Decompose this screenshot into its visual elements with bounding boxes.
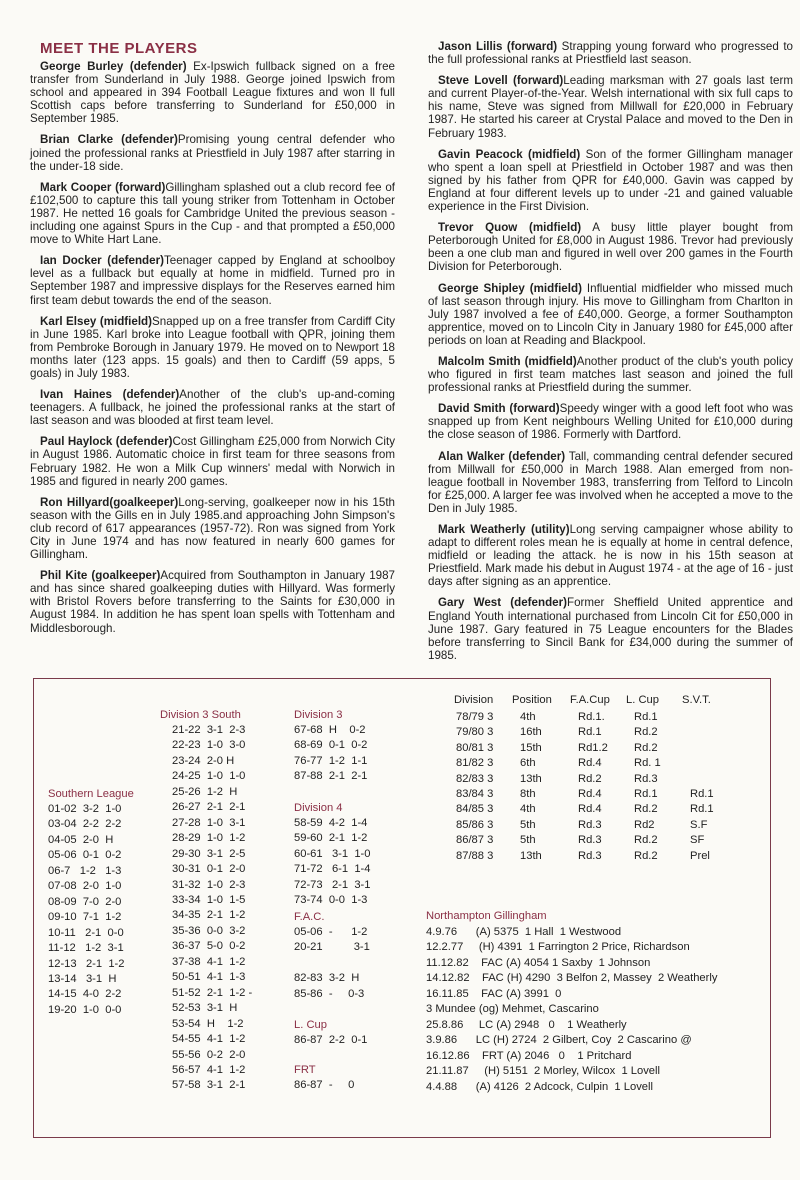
result-row: 68-69 0-1 0-2 <box>294 739 368 752</box>
division3-south-block <box>160 708 285 1094</box>
table-cell: Rd.1 <box>634 711 658 723</box>
result-row: 07-08 2-0 1-0 <box>48 880 122 893</box>
result-row: 36-37 5-0 0-2 <box>172 940 246 953</box>
player-text: Cost Gillingham £25,000 from Norwich City in August 1986. Automatic choice in first team for three seasons from February 1982. He won a Milk Cup winners' medal with Norwich in 1985 and figured in nearly 200 games. <box>30 435 396 488</box>
table-header-cell: L. Cup <box>626 694 659 706</box>
player-bio <box>30 496 395 561</box>
block-title: Northampton Gillingham <box>426 910 547 922</box>
player-bio <box>30 181 395 246</box>
block-title: Division 3 <box>294 709 343 721</box>
result-row: 03-04 2-2 2-2 <box>48 818 122 831</box>
result-row: 76-77 1-2 1-1 <box>294 754 368 767</box>
table-cell: Rd.4 <box>578 788 602 800</box>
player-text: A busy little player bought from Peterborough United for £8,000 in August 1986. Trevor had previously been a one club man and figured in well over 200 games in the Fourth Division for Peterborough. <box>428 221 793 274</box>
table-cell: 85/86 3 <box>456 818 494 831</box>
table-cell: S.F <box>690 818 708 831</box>
player-name: Trevor Quow (midfield) <box>438 221 582 235</box>
player-name: Gary West (defender) <box>438 596 567 610</box>
result-row: 08-09 7-0 2-0 <box>48 895 122 908</box>
result-row: 53-54 H 1-2 <box>172 1017 244 1030</box>
player-bio <box>30 254 395 306</box>
table-cell: 81/82 3 <box>456 757 494 770</box>
table-cell: 78/79 3 <box>456 711 494 723</box>
result-row: 04-05 2-0 H <box>48 833 114 846</box>
player-bio <box>428 355 793 394</box>
player-bio <box>428 450 793 515</box>
table-cell: 13th <box>520 849 542 862</box>
result-row: 13-14 3-1 H <box>48 972 117 985</box>
player-name: Ivan Haines (defender) <box>40 388 180 402</box>
result-row: 4.4.88 (A) 4126 2 Adcock, Culpin 1 Lovell <box>426 1080 653 1093</box>
left-bio-column <box>30 40 395 643</box>
table-cell: Rd.3 <box>634 772 658 785</box>
player-name: Paul Haylock (defender) <box>40 435 173 449</box>
result-row: 37-38 4-1 1-2 <box>172 955 246 968</box>
result-row: 16.12.86 FRT (A) 2046 0 1 Pritchard <box>426 1049 632 1062</box>
player-text: Former Sheffield United apprentice and England Youth international purchased from Lincoln Cit for £50,000 in June 1987. Gary featured in 75 League encounters for the Blades before transferring to Sincil Bank for £34,000 during the summer of 1985. <box>428 596 793 662</box>
player-name: Mark Cooper (forward) <box>40 180 166 194</box>
result-row: 25.8.86 LC (A) 2948 0 1 Weatherly <box>426 1018 627 1031</box>
table-cell: 4th <box>520 803 536 816</box>
right-bio-column <box>428 40 793 670</box>
player-text: Another of the club's up-and-coming teenagers. A fullback, he joined the professional ranks at the start of last season and was blooded at first team level. <box>30 388 395 428</box>
table-cell: 5th <box>520 818 536 831</box>
player-bio <box>30 569 395 634</box>
block-title: F.A.C. <box>294 911 325 923</box>
result-row: 56-57 4-1 1-2 <box>172 1063 246 1076</box>
page-title: MEET THE PLAYERS <box>40 40 198 57</box>
result-row: 05-06 0-1 0-2 <box>48 849 122 862</box>
table-cell: Prel <box>690 849 710 862</box>
table-cell: Rd.1 <box>578 726 602 739</box>
table-cell: 82/83 3 <box>456 772 494 785</box>
table-cell: Rd.3 <box>578 818 602 831</box>
player-name: Gavin Peacock (midfield) <box>438 147 581 161</box>
result-row: 12-13 2-1 1-2 <box>48 957 125 970</box>
table-header-cell: Division <box>454 694 494 706</box>
player-name: Steve Lovell (forward) <box>438 74 564 88</box>
result-row: 14-15 4-0 2-2 <box>48 988 122 1001</box>
player-bio <box>428 596 793 661</box>
player-bio <box>30 60 395 125</box>
result-row: 30-31 0-1 2-0 <box>172 863 246 876</box>
result-row: 85-86 - 0-3 <box>294 987 365 1000</box>
result-row <box>294 956 404 971</box>
player-bio <box>30 133 395 172</box>
table-cell: Rd.4 <box>578 803 602 816</box>
table-header-cell: F.A.Cup <box>570 694 610 706</box>
result-row: 19-20 1-0 0-0 <box>48 1003 122 1016</box>
table-cell: 83/84 3 <box>456 788 494 800</box>
result-row: 72-73 2-1 3-1 <box>294 878 371 891</box>
block-title: Southern League <box>48 788 134 800</box>
player-text: Long-serving, goalkeeper now in his 15th season with the Gills en in July 1985.and approaching John Simpson's club record of 617 appearances (1957-72). Ron was signed from York City in June 1974 and has now featured in nearly 600 games for Gillingham. <box>30 495 395 562</box>
result-row: 73-74 0-0 1-3 <box>294 894 368 907</box>
player-name: Mark Weatherly (utility) <box>438 523 570 536</box>
player-name: Phil Kite (goalkeeper) <box>40 569 161 583</box>
result-row: 06-7 1-2 1-3 <box>48 864 122 877</box>
table-cell: 5th <box>520 834 536 847</box>
player-text: Influential midfielder who missed much of last season through injury. His move to Gillingham from Charlton in July 1987 involved a fee of £40,000. George, a former Southampton apprentice, moved on to Lincoln City in January 1980 for £45,000 after periods on loan at Reading and Blackpool. <box>428 281 794 347</box>
table-cell: Rd.3 <box>578 849 602 862</box>
player-text: Teenager capped by England at schoolboy level as a fullback but equally at home in midfield. Turned pro in September 1987 and impressive displays for the Reserves earned him first team debut towards the end of the season. <box>30 254 396 307</box>
table-cell: Rd.2 <box>634 803 658 816</box>
player-text: Gillingham splashed out a club record fee of £102,500 to capture this tall young striker from Tottenham in October 1987. He netted 16 goals for Cambridge United the previous season - including one against Spurs in the Cup - and that prompted a £50,000 move to White Hart Lane. <box>30 180 395 247</box>
player-bio <box>30 435 395 487</box>
result-row: 35-36 0-0 3-2 <box>172 924 246 937</box>
table-cell: Rd.2 <box>634 849 658 862</box>
table-cell: Rd.2 <box>634 834 658 847</box>
player-name: David Smith (forward) <box>438 402 560 416</box>
player-name: Karl Elsey (midfield) <box>40 314 153 328</box>
result-row: 87-88 2-1 2-1 <box>294 770 368 783</box>
result-row: 21.11.87 (H) 5151 2 Morley, Wilcox 1 Lovell <box>426 1065 661 1078</box>
result-row: 59-60 2-1 1-2 <box>294 832 368 845</box>
table-header-cell: S.V.T. <box>682 694 711 706</box>
result-row: 60-61 3-1 1-0 <box>294 847 371 860</box>
table-cell: Rd.3 <box>578 834 602 847</box>
table-cell: 84/85 3 <box>456 803 494 816</box>
player-name: George Burley (defender) <box>40 60 187 73</box>
table-cell: 79/80 3 <box>456 726 494 739</box>
result-row: 14.12.82 FAC (H) 4290 3 Belfon 2, Massey 2 Weatherly <box>426 972 718 985</box>
result-row: 55-56 0-2 2-0 <box>172 1048 246 1061</box>
result-row: 21-22 3-1 2-3 <box>172 724 246 736</box>
result-row: 54-55 4-1 1-2 <box>172 1033 246 1046</box>
player-name: Ian Docker (defender) <box>40 254 164 268</box>
result-row: 20-21 3-1 <box>294 941 370 954</box>
result-row: 33-34 1-0 1-5 <box>172 893 246 906</box>
result-row: 09-10 7-1 1-2 <box>48 911 122 924</box>
results-stats-box <box>33 678 771 1138</box>
result-row: 11.12.82 FAC (A) 4054 1 Saxby 1 Johnson <box>426 956 651 969</box>
southern-league-block <box>48 787 168 1018</box>
result-row: 24-25 1-0 1-0 <box>172 770 246 783</box>
table-cell: 86/87 3 <box>456 834 494 847</box>
player-text: Son of the former Gillingham manager who spent a loan spell at Priestfield in October 1987 and was then signed by his father from QPR for £40,000. Gavin was capped by England at four different levels up to under -21 and gained valuable experience in the First Division. <box>428 147 793 214</box>
result-row: 34-35 2-1 1-2 <box>172 909 246 922</box>
result-row: 57-58 3-1 2-1 <box>172 1079 246 1092</box>
result-row: 86-87 - 0 <box>294 1079 355 1091</box>
result-row: 27-28 1-0 3-1 <box>172 816 246 829</box>
block-title: L. Cup <box>294 1019 327 1031</box>
player-bio <box>428 221 793 273</box>
block-title: Division 4 <box>294 802 343 814</box>
block-title: FRT <box>294 1064 316 1076</box>
result-row: 29-30 3-1 2-5 <box>172 847 246 860</box>
player-bio <box>428 282 793 347</box>
block-title: Division 3 South <box>160 709 241 721</box>
table-cell: Rd.2 <box>634 741 658 754</box>
result-row: 28-29 1-0 1-2 <box>172 832 246 845</box>
result-row: 22-23 1-0 3-0 <box>172 739 246 752</box>
table-header-cell: Position <box>512 694 552 706</box>
table-cell: Rd.2 <box>578 772 602 785</box>
result-row: 31-32 1-0 2-3 <box>172 878 246 891</box>
result-row: 26-27 2-1 2-1 <box>172 801 246 814</box>
northampton-gillingham-block <box>426 907 766 1095</box>
player-bio <box>30 315 395 380</box>
result-row: 23-24 2-0 H <box>172 754 235 767</box>
player-name: George Shipley (midfield) <box>438 281 582 295</box>
table-cell: Rd.1 <box>690 788 714 800</box>
fac-block <box>294 910 404 1002</box>
result-row: 3 Mundee (og) Mehmet, Cascarino <box>426 1003 599 1016</box>
player-text: Promising young central defender who joined the professional ranks at Priestfield in July 1987 after starring in the under-18 side. <box>30 133 395 173</box>
player-bio <box>428 523 793 588</box>
result-row: 05-06 - 1-2 <box>294 926 368 938</box>
result-row: 25-26 1-2 H <box>172 785 238 798</box>
table-cell: 16th <box>520 726 542 739</box>
table-cell: SF <box>690 834 705 847</box>
result-row: 12.2.77 (H) 4391 1 Farrington 2 Price, Richardson <box>426 941 690 954</box>
result-row: 51-52 2-1 1-2 - <box>172 986 253 999</box>
table-cell: Rd.4 <box>578 757 602 770</box>
table-cell: 4th <box>520 711 536 723</box>
player-bio <box>428 74 793 139</box>
history-table <box>454 693 764 873</box>
player-text: Tall, commanding central defender secured from Millwall for £50,000 in March 1988. Alan emerged from non-league football in November 1983, transferring from Telford to Lincoln for £25,000. A larger fee was involved when he accepted a move to the Den in July 1985. <box>428 449 794 515</box>
result-row: 11-12 1-2 3-1 <box>48 942 124 955</box>
player-text: Acquired from Southampton in January 1987 and has since shared goalkeeping duties with Hillyard. Was formerly with Bristol Rovers before transferring to the Saints for £30,000 in August 1984. In addition he has spent loan spells with Tottenham and Middlesborough. <box>30 569 395 635</box>
table-cell: 8th <box>520 788 536 800</box>
result-row: 3.9.86 LC (H) 2724 2 Gilbert, Coy 2 Cascarino @ <box>426 1034 692 1047</box>
player-name: Jason Lillis (forward) <box>438 40 558 53</box>
division4-block <box>294 801 404 909</box>
table-cell: 6th <box>520 757 536 770</box>
player-text: Snapped up on a free transfer from Cardiff City in June 1985. Karl broke into League football with QPR, joining them from Pembroke Borough in January 1979. He moved on to Newport 18 months later (123 apps. 15 goals) and then to Cardiff (59 apps, 5 goals) in July 1983. <box>30 314 395 380</box>
table-cell: Rd. 1 <box>634 757 661 770</box>
result-row: 58-59 4-2 1-4 <box>294 817 368 829</box>
result-row: 10-11 2-1 0-0 <box>48 926 124 939</box>
result-row: 86-87 2-2 0-1 <box>294 1034 368 1046</box>
result-row: 01-02 3-2 1-0 <box>48 803 122 815</box>
result-row: 71-72 6-1 1-4 <box>294 863 371 876</box>
player-text: Strapping young forward who progressed to the full professional ranks at Priestfield last season. <box>428 40 793 67</box>
table-cell: 13th <box>520 772 542 785</box>
frt-block <box>294 1063 404 1093</box>
table-cell: 87/88 3 <box>456 849 494 862</box>
player-text: Long serving campaigner whose ability to adapt to different roles mean he is equally at home in central defence, midfield or leading the attack. he is now in his 15th season at Priestfield. Mark made his debut in August 1974 - at the age of 16 - just days after signing as an apprentice. <box>428 523 793 589</box>
player-name: Alan Walker (defender) <box>438 449 566 463</box>
table-cell: 15th <box>520 741 542 754</box>
player-text: Another product of the club's youth policy who figured in first team matches last season and joined the full professional ranks at Priestfield during the summer. <box>428 354 793 395</box>
lcup-block <box>294 1018 404 1048</box>
table-cell: Rd1.2 <box>578 741 608 754</box>
table-cell: 80/81 3 <box>456 741 494 754</box>
player-bio <box>30 388 395 427</box>
player-name: Ron Hillyard(goalkeeper) <box>40 495 179 509</box>
player-name: Malcolm Smith (midfield) <box>438 354 577 368</box>
result-row: 67-68 H 0-2 <box>294 724 366 736</box>
table-cell: Rd.2 <box>634 726 658 739</box>
table-cell: Rd.1. <box>578 711 605 723</box>
player-bio <box>428 148 793 213</box>
table-cell: Rd.1 <box>690 803 714 816</box>
result-row: 16.11.85 FAC (A) 3991 0 <box>426 987 562 1000</box>
player-text: Leading marksman with 27 goals last term and current Player-of-the-Year. Welsh international with six full caps to his name, Steve was signed from Millwall for £20,000 in February 1987. He started his career at Crystal Palace and moved to the Den in February 1983. <box>428 74 793 140</box>
table-cell: Rd2 <box>634 818 655 831</box>
player-bio <box>428 402 793 441</box>
player-name: Brian Clarke (defender) <box>40 133 178 147</box>
division3-block <box>294 708 404 785</box>
player-text: Speedy winger with a good left foot who was snapped up from Kent neighbours Welling United for £10,000 during the close season of 1986. Formerly with Dartford. <box>428 402 793 442</box>
table-cell: Rd.1 <box>634 788 658 800</box>
result-row: 50-51 4-1 1-3 <box>172 971 246 984</box>
result-row: 52-53 3-1 H <box>172 1002 238 1015</box>
result-row: 4.9.76 (A) 5375 1 Hall 1 Westwood <box>426 926 622 938</box>
result-row: 82-83 3-2 H <box>294 972 360 985</box>
player-bio <box>428 40 793 66</box>
player-text: Ex-Ipswich fullback signed on a free transfer from Sunderland in July 1988. George joined Ipswich from school and appeared in 394 Football League fixtures and won ll full Scottish caps before transferring to Sunderland for £50,000 in September 1985. <box>30 60 395 126</box>
